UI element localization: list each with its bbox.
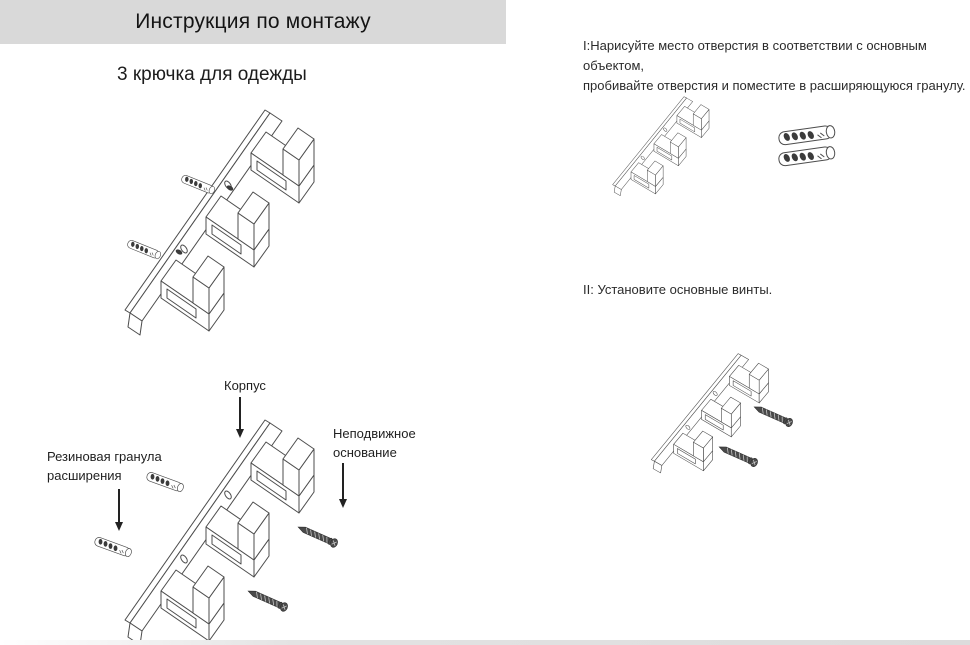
rail-and-screws-illustration [608,328,863,523]
step2-diagram [608,328,863,523]
step1-line2: пробивайте отверстия и поместите в расширяющуюся гранулу. [583,78,966,93]
label-rubber-line2: расширения [47,468,122,483]
label-rubber-plug [47,447,162,485]
page-title: Инструкция по монтажу [135,10,371,33]
assembled-diagram [110,88,355,350]
label-fixed-base [333,424,416,462]
screw-icon [246,587,289,612]
down-arrow-icon [342,463,344,499]
label-base-line1: Неподвижное [333,426,416,441]
label-body-text: Корпус [224,378,266,393]
screw-icon [296,523,339,548]
label-rubber-line1: Резиновая гранула [47,449,162,464]
hook-rail-assembled-illustration [110,88,355,350]
label-body [224,376,266,395]
step2-line: II: Установите основные винты. [583,282,773,297]
wall-anchor-icon [778,125,835,146]
screw-icon [717,443,758,468]
bottom-scan-shadow [0,640,970,645]
rail-and-anchors-illustration [595,85,875,220]
product-subtitle: 3 крючка для одежды [117,64,307,85]
wall-anchor-icon [94,536,133,557]
wall-anchor-icon [126,239,161,260]
step1-line1: I:Нарисуйте место отверстия в соответствии с основным объектом, [583,38,927,73]
hook-rail-exploded-illustration [40,370,472,645]
down-arrow-icon [118,489,120,522]
step1-diagram [595,85,875,220]
header-bar [0,0,506,44]
step2-text [583,280,970,300]
exploded-diagram [40,370,472,645]
down-arrow-icon [239,397,241,429]
wall-anchor-icon [778,146,835,167]
wall-anchor-icon [180,174,215,195]
label-base-line2: основание [333,445,397,460]
screw-icon [752,403,793,428]
